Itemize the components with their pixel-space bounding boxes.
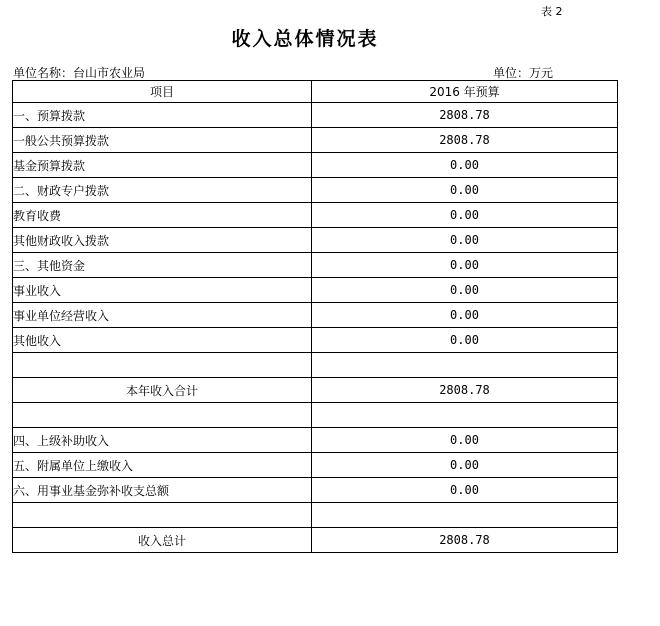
row-value: 2808.78 — [312, 103, 618, 128]
row-label: 事业收入 — [13, 278, 312, 303]
row-value: 0.00 — [312, 328, 618, 353]
subtotal-value: 2808.78 — [312, 378, 618, 403]
table-row — [13, 278, 618, 303]
unit-name-label: 单位名称：台山市农业局 — [13, 66, 146, 80]
row-value: 2808.78 — [312, 128, 618, 153]
row-value: 0.00 — [312, 428, 618, 453]
empty-cell — [312, 403, 618, 428]
row-value: 0.00 — [312, 228, 618, 253]
table-row-empty — [13, 353, 618, 378]
row-label: 事业单位经营收入 — [13, 303, 312, 328]
table-row — [13, 428, 618, 453]
row-value: 0.00 — [312, 278, 618, 303]
table-row — [13, 228, 618, 253]
page-title: 收入总体情况表 — [231, 28, 379, 50]
table-row — [13, 178, 618, 203]
row-label: 四、上级补助收入 — [13, 428, 312, 453]
row-label: 六、用事业基金弥补收支总额 — [13, 478, 312, 503]
column-header-budget: 2016 年预算 — [312, 81, 618, 103]
table-row — [13, 103, 618, 128]
row-label: 一般公共预算拨款 — [13, 128, 312, 153]
table-row — [13, 328, 618, 353]
row-value: 0.00 — [312, 303, 618, 328]
subtotal-label: 本年收入合计 — [13, 378, 312, 403]
column-header-item: 项目 — [13, 81, 312, 103]
income-summary-table — [12, 80, 618, 553]
row-label: 一、预算拨款 — [13, 103, 312, 128]
row-label: 其他财政收入拨款 — [13, 228, 312, 253]
table-row — [13, 453, 618, 478]
table-row — [13, 128, 618, 153]
table-row-empty — [13, 403, 618, 428]
row-value: 0.00 — [312, 178, 618, 203]
table-row-total — [13, 528, 618, 553]
total-label: 收入总计 — [13, 528, 312, 553]
empty-cell — [312, 353, 618, 378]
table-row — [13, 203, 618, 228]
total-value: 2808.78 — [312, 528, 618, 553]
row-label: 三、其他资金 — [13, 253, 312, 278]
table-row — [13, 478, 618, 503]
table-row — [13, 153, 618, 178]
row-value: 0.00 — [312, 153, 618, 178]
row-label: 五、附属单位上缴收入 — [13, 453, 312, 478]
empty-cell — [13, 353, 312, 378]
empty-cell — [312, 503, 618, 528]
row-label: 其他收入 — [13, 328, 312, 353]
row-value: 0.00 — [312, 203, 618, 228]
empty-cell — [13, 403, 312, 428]
table-row-subtotal — [13, 378, 618, 403]
table-row — [13, 253, 618, 278]
table-number: 表 2 — [541, 5, 563, 18]
table-row-empty — [13, 503, 618, 528]
table-header-row — [13, 81, 618, 103]
row-label: 教育收费 — [13, 203, 312, 228]
empty-cell — [13, 503, 312, 528]
table-row — [13, 303, 618, 328]
row-label: 基金预算拨款 — [13, 153, 312, 178]
row-value: 0.00 — [312, 478, 618, 503]
row-label: 二、财政专户拨款 — [13, 178, 312, 203]
row-value: 0.00 — [312, 453, 618, 478]
currency-unit-label: 单位：万元 — [493, 66, 554, 80]
row-value: 0.00 — [312, 253, 618, 278]
